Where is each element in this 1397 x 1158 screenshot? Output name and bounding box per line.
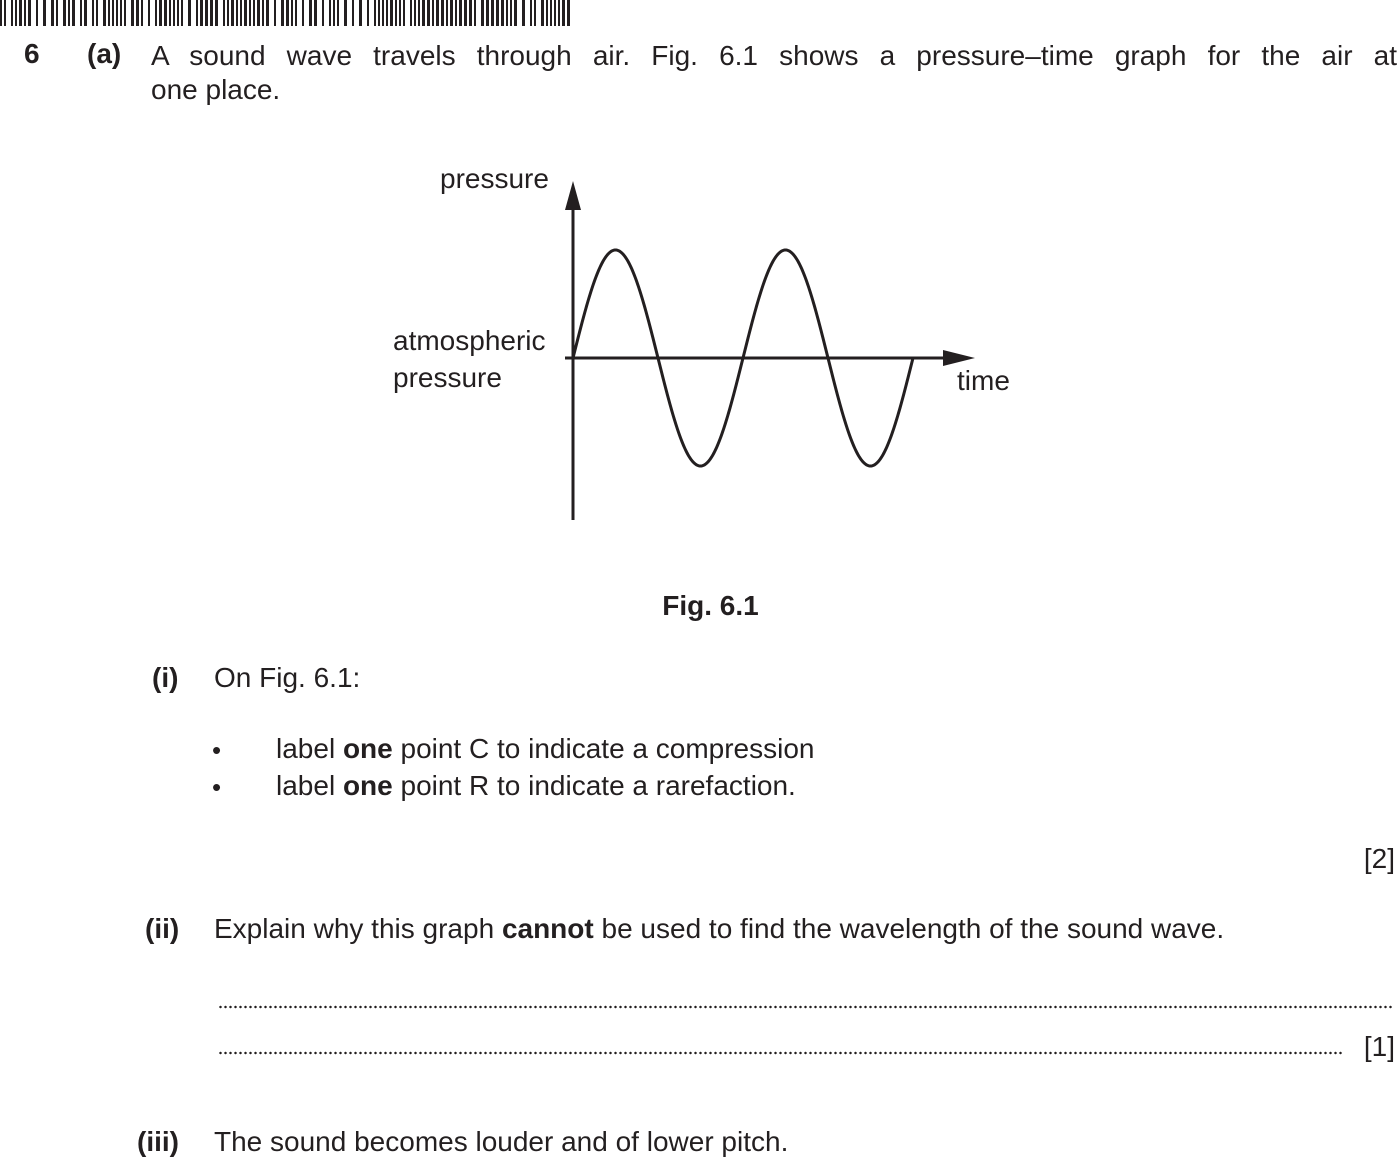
bullet-1-symbol: •: [212, 735, 222, 765]
barcode-bar: [291, 0, 293, 26]
barcode-bar: [337, 0, 339, 26]
barcode-bar: [344, 0, 347, 26]
barcode-bar: [352, 0, 354, 26]
barcode-bar: [295, 0, 297, 26]
barcode-bar: [506, 0, 508, 26]
barcode-bar: [205, 0, 208, 26]
barcode-bar: [231, 0, 234, 26]
barcode-bar: [436, 0, 439, 26]
barcode-bar: [4, 0, 6, 26]
barcode-bar: [112, 0, 114, 26]
barcode-bar: [359, 0, 362, 26]
barcode-bar: [558, 0, 560, 26]
barcode-bar: [496, 0, 499, 26]
baseline-label-line1: atmospheric: [393, 325, 546, 356]
part-ii-marks: [1]: [1363, 1031, 1395, 1062]
barcode-bar: [164, 0, 167, 26]
barcode-bar: [464, 0, 467, 26]
barcode-bar: [432, 0, 434, 26]
barcode-bar: [11, 0, 13, 26]
x-axis-arrowhead: [943, 350, 975, 366]
barcode-bar: [159, 0, 162, 26]
barcode-bar: [382, 0, 384, 26]
barcode-bar: [567, 0, 570, 26]
barcode-bar: [120, 0, 122, 26]
bullet-2-symbol: •: [212, 772, 222, 802]
part-ii-question: Explain why this graph cannot be used to find the wavelength of the sound wave.: [214, 913, 1225, 944]
pressure-time-graph: [380, 150, 1040, 530]
barcode-bar: [491, 0, 494, 26]
barcode-bar: [333, 0, 335, 26]
x-axis-label: time: [957, 365, 1010, 396]
barcode-bar: [322, 0, 324, 26]
part-i-instruction: On Fig. 6.1:: [214, 662, 361, 693]
barcode-bar: [386, 0, 388, 26]
question-number: 6: [24, 38, 40, 69]
question-intro-line1: A sound wave travels through air. Fig. 6.1 shows a pressure–time graph for the air at: [151, 40, 1397, 71]
barcode-bar: [72, 0, 75, 26]
barcode-bar: [546, 0, 548, 26]
baseline-label-line2: pressure: [393, 362, 502, 393]
barcode-bar: [486, 0, 489, 26]
barcode-bar: [534, 0, 536, 26]
barcode-bar: [450, 0, 453, 26]
barcode-bar: [481, 0, 484, 26]
figure-caption: Fig. 6.1: [662, 590, 759, 621]
barcode-bar: [378, 0, 380, 26]
y-axis-arrowhead: [565, 181, 581, 210]
barcode-bar: [253, 0, 255, 26]
barcode-bar: [455, 0, 457, 26]
barcode-bar: [374, 0, 376, 26]
barcode-bar: [414, 0, 416, 26]
barcode-bar: [236, 0, 238, 26]
barcode-bar: [510, 0, 512, 26]
part-a-label: (a): [87, 38, 122, 69]
barcode-bar: [329, 0, 331, 26]
part-iii-text: The sound becomes louder and of lower pitch.: [214, 1126, 789, 1157]
barcode-bar: [410, 0, 412, 26]
bullet-1-text: label one point C to indicate a compression: [276, 733, 815, 764]
barcode-bar: [367, 0, 369, 26]
barcode-bar: [286, 0, 289, 26]
barcode-bar: [24, 0, 26, 26]
barcode-bar: [169, 0, 171, 26]
barcode-bar: [262, 0, 264, 26]
barcode: [0, 0, 580, 26]
barcode-bar: [200, 0, 203, 26]
barcode-bar: [19, 0, 22, 26]
barcode-bar: [514, 0, 517, 26]
barcode-bar: [403, 0, 405, 26]
barcode-bar: [469, 0, 472, 26]
barcode-bar: [441, 0, 444, 26]
barcode-bar: [395, 0, 397, 26]
barcode-bar: [550, 0, 552, 26]
barcode-bar: [116, 0, 118, 26]
barcode-bar: [227, 0, 229, 26]
y-axis-label: pressure: [440, 163, 549, 194]
barcode-bar: [136, 0, 139, 26]
barcode-bar: [223, 0, 225, 26]
barcode-bar: [188, 0, 191, 26]
barcode-bar: [459, 0, 462, 26]
barcode-bar: [43, 0, 46, 26]
barcode-bar: [249, 0, 251, 26]
answer-line-1[interactable]: [218, 1005, 1394, 1009]
barcode-bar: [302, 0, 304, 26]
barcode-bar: [210, 0, 213, 26]
barcode-bar: [124, 0, 126, 26]
barcode-bar: [244, 0, 247, 26]
barcode-bar: [63, 0, 66, 26]
part-i-label: (i): [152, 662, 179, 693]
barcode-bar: [148, 0, 150, 26]
barcode-bar: [399, 0, 401, 26]
barcode-bar: [51, 0, 54, 26]
barcode-bar: [103, 0, 106, 26]
barcode-bar: [92, 0, 94, 26]
barcode-bar: [80, 0, 82, 26]
bullet-2-text: label one point R to indicate a rarefaction.: [276, 770, 796, 801]
barcode-bar: [181, 0, 183, 26]
barcode-bar: [554, 0, 556, 26]
barcode-bar: [155, 0, 157, 26]
barcode-bar: [177, 0, 179, 26]
barcode-bar: [446, 0, 448, 26]
barcode-bar: [0, 0, 2, 26]
barcode-bar: [96, 0, 98, 26]
barcode-bar: [530, 0, 532, 26]
barcode-bar: [281, 0, 284, 26]
barcode-bar: [562, 0, 565, 26]
barcode-bar: [68, 0, 70, 26]
barcode-bar: [36, 0, 38, 26]
barcode-bar: [474, 0, 476, 26]
barcode-bar: [215, 0, 218, 26]
barcode-bar: [274, 0, 276, 26]
barcode-bar: [422, 0, 425, 26]
question-intro-line2: one place.: [151, 74, 281, 105]
barcode-bar: [240, 0, 242, 26]
barcode-bar: [309, 0, 312, 26]
barcode-bar: [418, 0, 420, 26]
barcode-bar: [141, 0, 143, 26]
answer-line-2[interactable]: [218, 1051, 1343, 1055]
part-ii-label: (ii): [145, 913, 180, 944]
barcode-bar: [173, 0, 175, 26]
barcode-bar: [56, 0, 58, 26]
barcode-bar: [314, 0, 317, 26]
barcode-bar: [541, 0, 544, 26]
barcode-bar: [427, 0, 430, 26]
barcode-bar: [257, 0, 260, 26]
barcode-bar: [15, 0, 17, 26]
barcode-bar: [501, 0, 504, 26]
part-i-marks: [2]: [1363, 843, 1395, 874]
part-iii-label: (iii): [137, 1126, 179, 1157]
barcode-bar: [390, 0, 393, 26]
barcode-bar: [196, 0, 198, 26]
barcode-bar: [108, 0, 110, 26]
barcode-bar: [28, 0, 31, 26]
barcode-bar: [131, 0, 134, 26]
barcode-bar: [266, 0, 269, 26]
barcode-bar: [84, 0, 87, 26]
barcode-bar: [522, 0, 525, 26]
